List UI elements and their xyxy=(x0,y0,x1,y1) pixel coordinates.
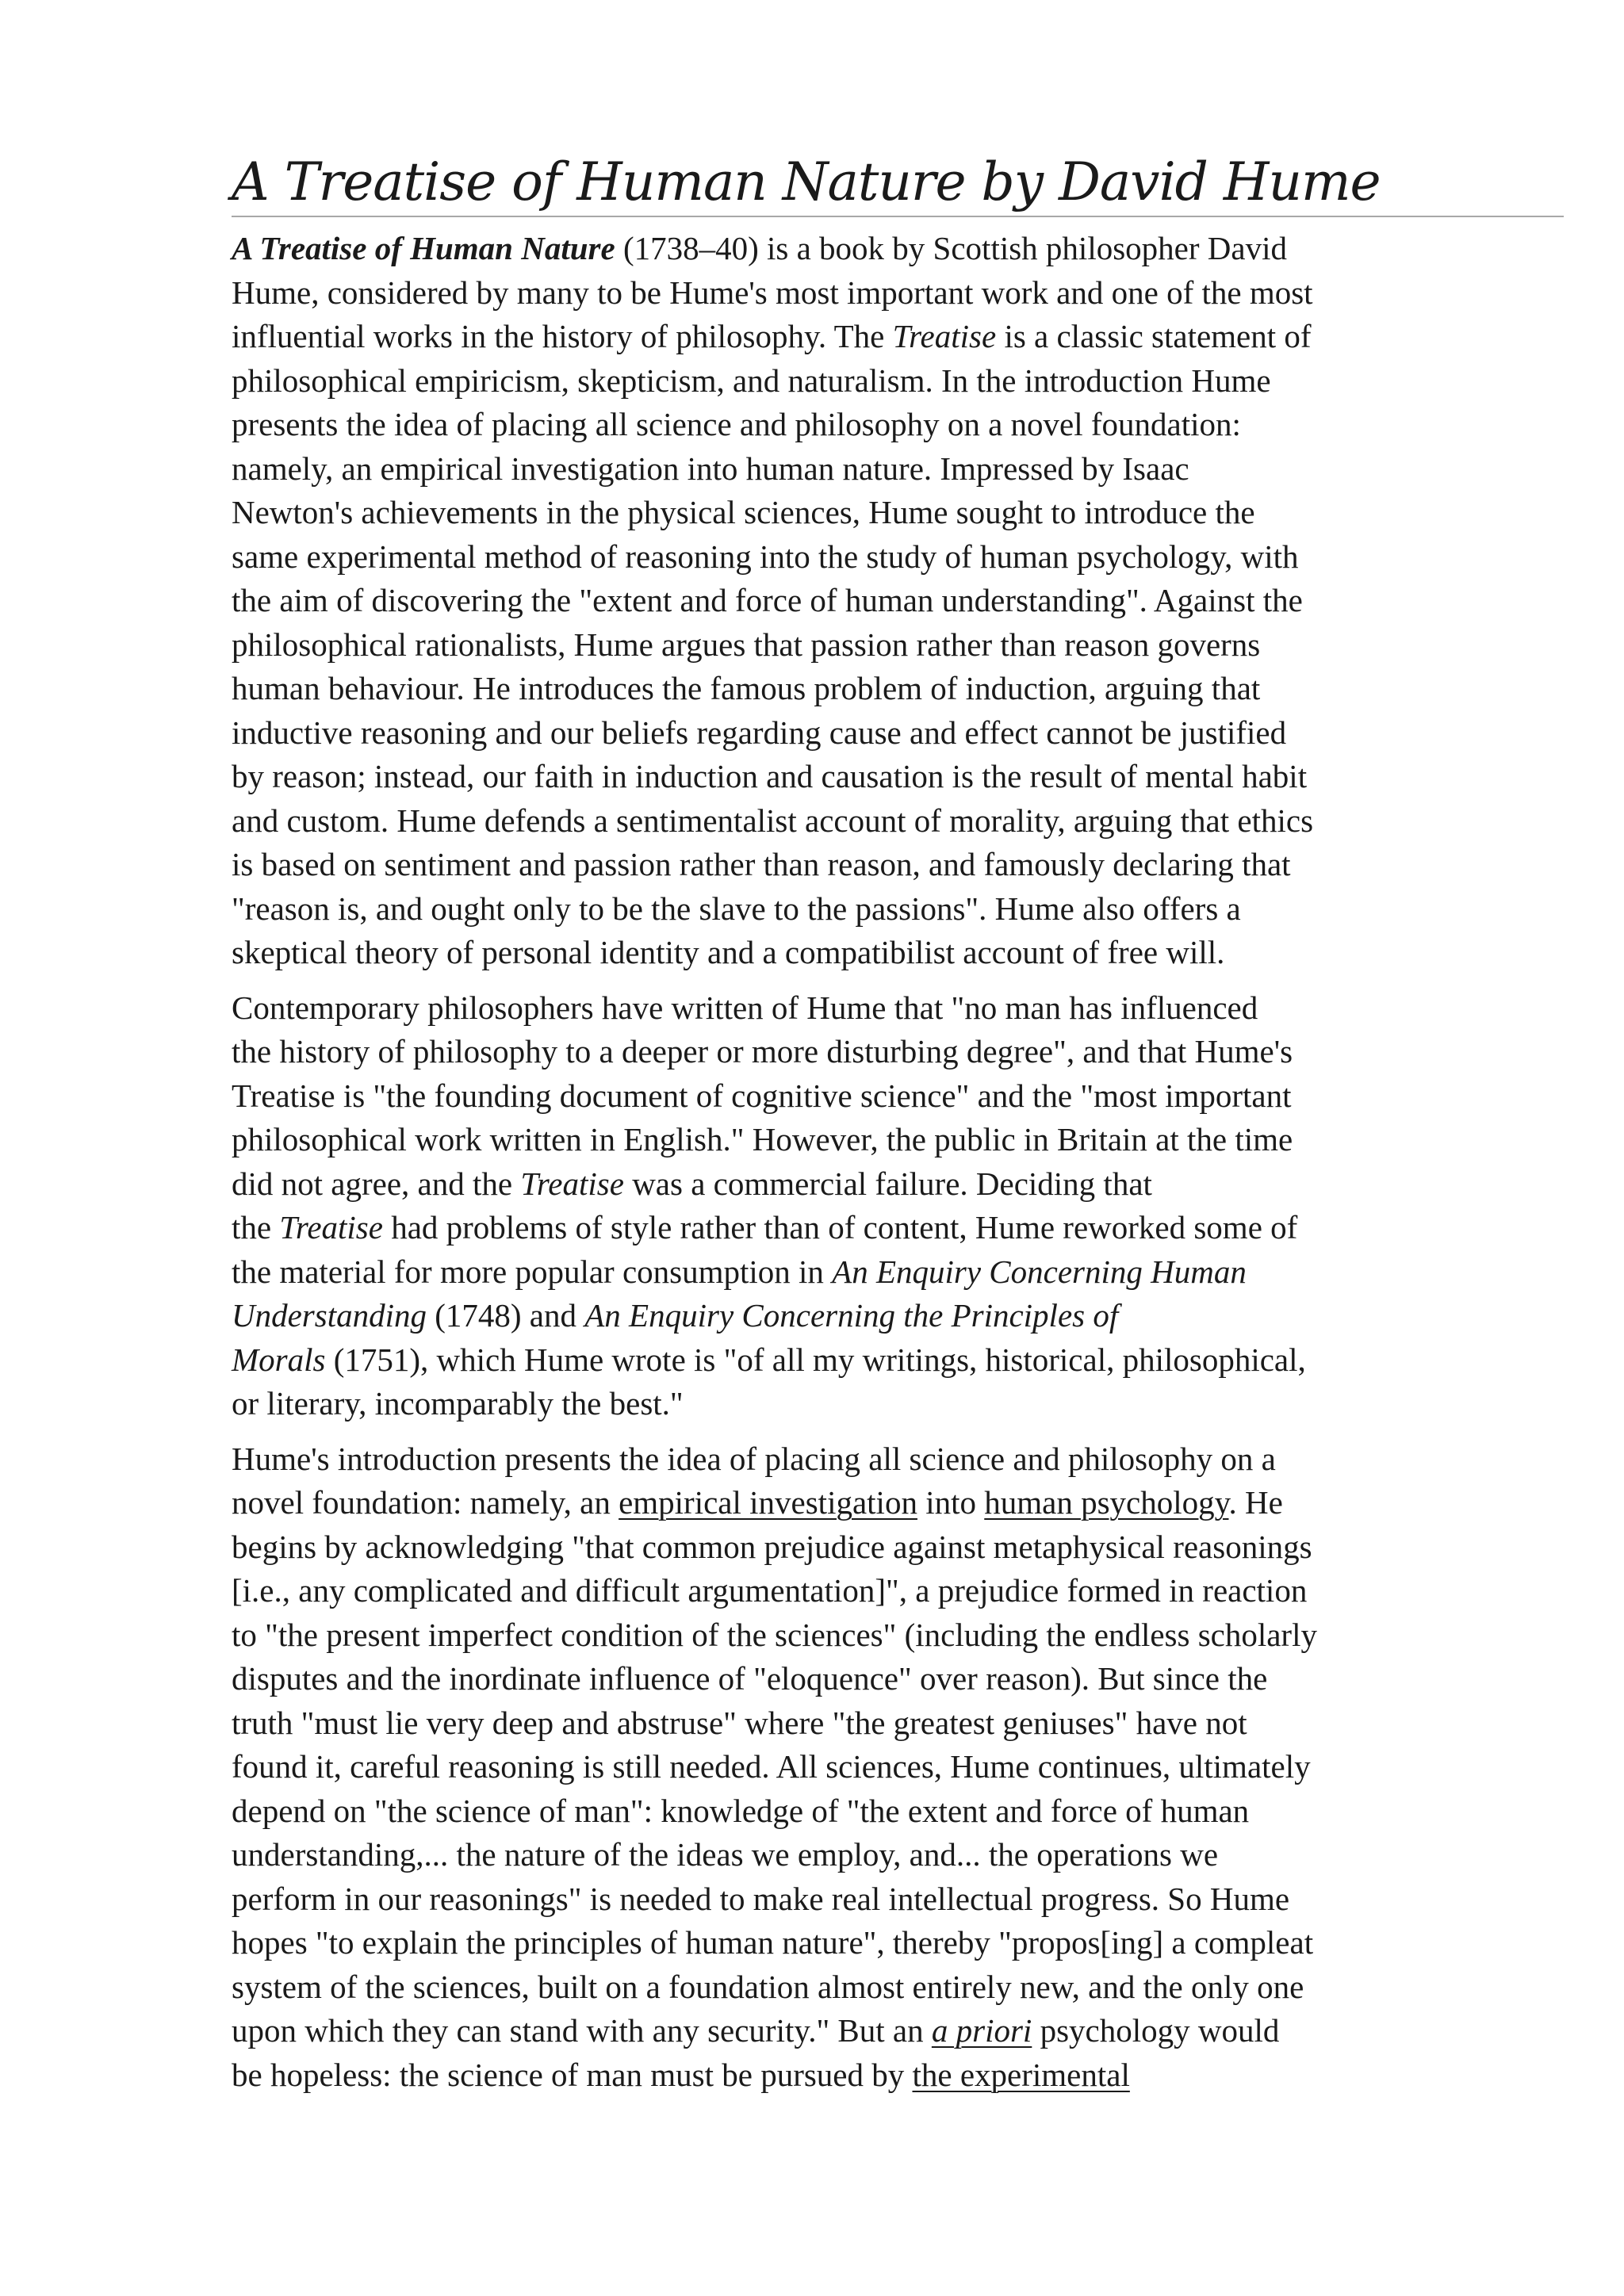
text-run: into xyxy=(917,1484,985,1521)
text-run: did not agree, and the xyxy=(232,1165,521,1202)
paragraph xyxy=(232,1437,1564,2098)
text-line xyxy=(232,1833,1564,1877)
text-run: disputes and the inordinate influence of "eloquence" over reason). But since the xyxy=(232,1660,1268,1697)
text-run: the history of philosophy to a deeper or more disturbing degree", and that Hume's xyxy=(232,1033,1293,1070)
text-run: begins by acknowledging "that common prejudice against metaphysical reasonings xyxy=(232,1528,1312,1565)
text-line xyxy=(232,1525,1564,1570)
text-run: system of the sciences, built on a foundation almost entirely new, and the only one xyxy=(232,1968,1304,2005)
text-line xyxy=(232,2009,1564,2053)
text-line xyxy=(232,579,1564,623)
text-line xyxy=(232,667,1564,711)
text-run: be hopeless: the science of man must be pursued by xyxy=(232,2056,913,2093)
paragraph xyxy=(232,227,1564,975)
italic-title: An Enquiry Concerning Human xyxy=(832,1253,1247,1290)
text-run: understanding,... the nature of the ideas we employ, and... the operations we xyxy=(232,1836,1219,1873)
text-run: (1751), which Hume wrote is "of all my writings, historical, philosophical, xyxy=(325,1341,1306,1378)
inline-link[interactable]: the experimental xyxy=(912,2056,1130,2093)
text-line xyxy=(232,931,1564,975)
text-line xyxy=(232,1657,1564,1701)
text-run: presents the idea of placing all science and philosophy on a novel foundation: xyxy=(232,406,1241,442)
inline-link[interactable]: a priori xyxy=(931,2012,1032,2049)
text-run: found it, careful reasoning is still needed. All sciences, Hume continues, ultimately xyxy=(232,1748,1311,1785)
text-line xyxy=(232,711,1564,756)
text-run: (1748) and xyxy=(427,1297,585,1334)
text-line xyxy=(232,271,1564,316)
inline-link[interactable]: empirical investigation xyxy=(619,1484,917,1521)
text-run: Hume's introduction presents the idea of placing all science and philosophy on a xyxy=(232,1440,1276,1477)
text-run: had problems of style rather than of content, Hume reworked some of xyxy=(382,1209,1298,1246)
text-line xyxy=(232,1701,1564,1746)
text-line xyxy=(232,227,1564,271)
text-line xyxy=(232,1745,1564,1789)
text-line xyxy=(232,799,1564,844)
text-line xyxy=(232,491,1564,535)
text-run: Newton's achievements in the physical sciences, Hume sought to introduce the xyxy=(232,494,1255,530)
text-line xyxy=(232,1965,1564,2010)
inline-link[interactable]: human psychology xyxy=(984,1484,1229,1521)
text-run: novel foundation: namely, an xyxy=(232,1484,619,1521)
text-line xyxy=(232,1382,1564,1426)
text-line xyxy=(232,1437,1564,1482)
text-run: (1738–40) is a book by Scottish philosopher David xyxy=(615,230,1287,266)
text-line xyxy=(232,403,1564,447)
text-run: inductive reasoning and our beliefs regarding cause and effect cannot be justified xyxy=(232,714,1287,751)
text-run: upon which they can stand with any security." But an xyxy=(232,2012,932,2049)
paragraph xyxy=(232,986,1564,1426)
text-run: was a commercial failure. Deciding that xyxy=(623,1165,1152,1202)
document-title: A Treatise of Human Nature by David Hume xyxy=(232,151,1564,217)
text-run: truth "must lie very deep and abstruse" where "the greatest geniuses" have not xyxy=(232,1704,1247,1741)
text-run: and custom. Hume defends a sentimentalist account of morality, arguing that ethics xyxy=(232,802,1314,839)
text-run: same experimental method of reasoning into the study of human psychology, with xyxy=(232,538,1299,575)
document-body xyxy=(232,227,1564,2097)
text-run: philosophical rationalists, Hume argues that passion rather than reason governs xyxy=(232,626,1261,663)
text-line xyxy=(232,359,1564,404)
text-line xyxy=(232,887,1564,932)
text-line xyxy=(232,843,1564,887)
text-line xyxy=(232,986,1564,1031)
text-run: the material for more popular consumption in xyxy=(232,1253,833,1290)
italic-title: Treatise xyxy=(279,1209,383,1246)
text-line xyxy=(232,2053,1564,2098)
text-run: Hume, considered by many to be Hume's most important work and one of the most xyxy=(232,274,1313,311)
text-line xyxy=(232,1569,1564,1613)
text-line xyxy=(232,1921,1564,1965)
text-run: namely, an empirical investigation into human nature. Impressed by Isaac xyxy=(232,450,1189,487)
text-line xyxy=(232,1030,1564,1074)
text-run: is a classic statement of xyxy=(996,318,1312,354)
text-line xyxy=(232,1250,1564,1295)
italic-title: Treatise xyxy=(520,1165,624,1202)
text-run: hopes "to explain the principles of human nature", thereby "propos[ing] a compleat xyxy=(232,1924,1314,1961)
text-line xyxy=(232,447,1564,492)
book-title-bold: A Treatise of Human Nature xyxy=(232,230,615,266)
italic-title: Morals xyxy=(232,1341,326,1378)
text-line xyxy=(232,315,1564,359)
text-line xyxy=(232,1206,1564,1250)
text-line xyxy=(232,535,1564,580)
text-run: human behaviour. He introduces the famous problem of induction, arguing that xyxy=(232,670,1261,706)
document-page xyxy=(232,151,1564,2097)
text-run: depend on "the science of man": knowledge of "the extent and force of human xyxy=(232,1792,1250,1829)
text-line xyxy=(232,1118,1564,1162)
text-run: psychology would xyxy=(1032,2012,1280,2049)
text-run: by reason; instead, our faith in induction and causation is the result of mental habit xyxy=(232,758,1308,794)
text-line xyxy=(232,1294,1564,1338)
text-run: skeptical theory of personal identity and a compatibilist account of free will. xyxy=(232,934,1225,970)
italic-title: Treatise xyxy=(892,318,997,354)
text-run: [i.e., any complicated and difficult argumentation]", a prejudice formed in reaction xyxy=(232,1572,1308,1609)
text-line xyxy=(232,1074,1564,1119)
text-run: influential works in the history of philosophy. The xyxy=(232,318,893,354)
text-run: philosophical empiricism, skepticism, and naturalism. In the introduction Hume xyxy=(232,362,1271,399)
text-run: perform in our reasonings" is needed to make real intellectual progress. So Hume xyxy=(232,1880,1290,1917)
text-run: philosophical work written in English." However, the public in Britain at the time xyxy=(232,1121,1293,1158)
italic-title: Understanding xyxy=(232,1297,427,1334)
text-run: the aim of discovering the "extent and force of human understanding". Against the xyxy=(232,582,1303,618)
text-line xyxy=(232,1162,1564,1207)
text-run: . He xyxy=(1228,1484,1283,1521)
text-run: to "the present imperfect condition of the sciences" (including the endless scholarly xyxy=(232,1616,1317,1653)
text-run: "reason is, and ought only to be the slave to the passions". Hume also offers a xyxy=(232,890,1241,927)
text-line xyxy=(232,1613,1564,1658)
text-run: is based on sentiment and passion rather than reason, and famously declaring that xyxy=(232,846,1291,882)
text-run: or literary, incomparably the best." xyxy=(232,1385,684,1422)
text-line xyxy=(232,1481,1564,1525)
text-run: Treatise is "the founding document of cognitive science" and the "most important xyxy=(232,1077,1292,1114)
italic-title: An Enquiry Concerning the Principles of xyxy=(584,1297,1119,1334)
text-line xyxy=(232,623,1564,668)
text-run: Contemporary philosophers have written of Hume that "no man has influenced xyxy=(232,989,1258,1026)
text-line xyxy=(232,1338,1564,1383)
text-line xyxy=(232,1877,1564,1922)
text-line xyxy=(232,1789,1564,1834)
text-run: the xyxy=(232,1209,280,1246)
text-line xyxy=(232,755,1564,799)
